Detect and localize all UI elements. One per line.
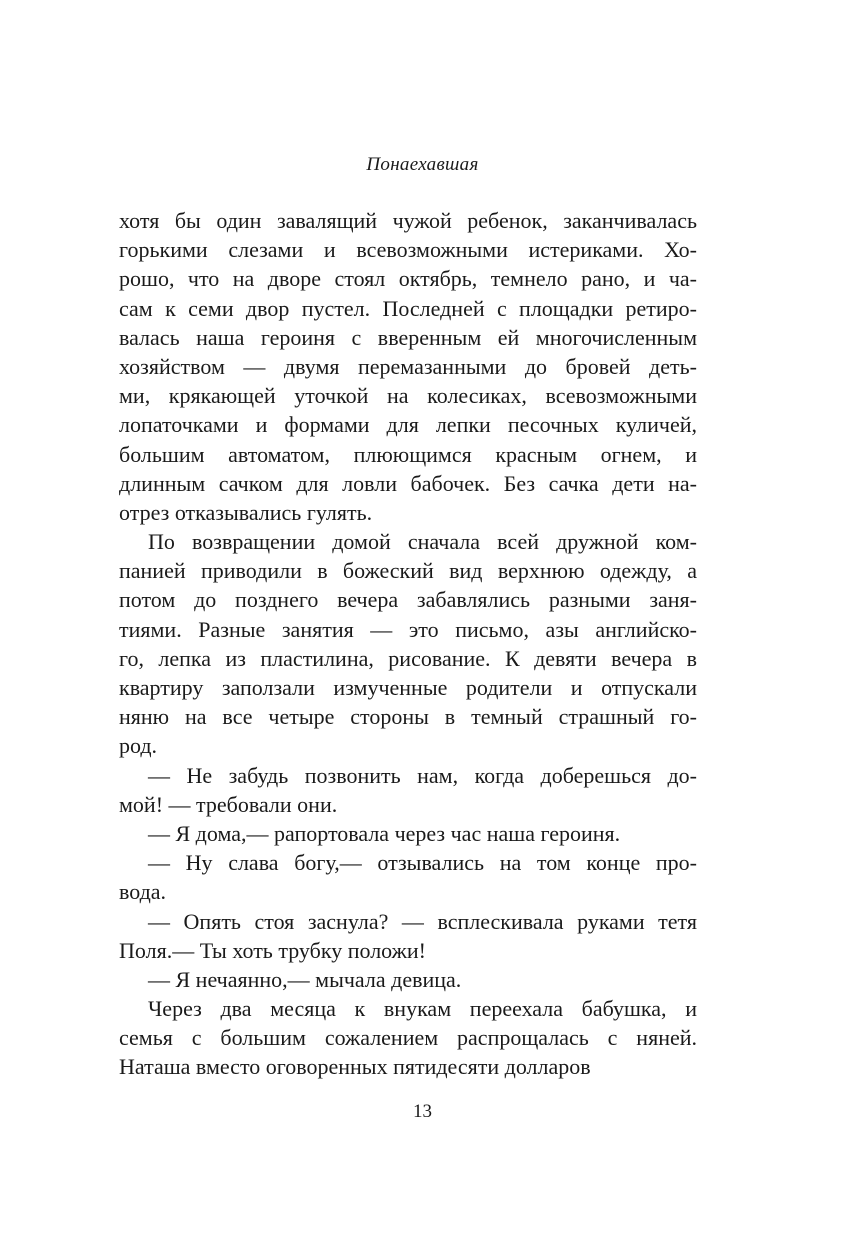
paragraph	[119, 819, 697, 848]
text-line: вода.	[119, 879, 167, 905]
text-line: Через два месяца к внукам переехала бабушка, и	[148, 996, 697, 1022]
paragraph	[119, 848, 697, 906]
paragraph	[119, 965, 697, 994]
paragraph	[119, 527, 697, 761]
text-line: — Ну слава богу,— отзывались на том конце про-	[148, 850, 697, 876]
paragraph	[119, 761, 697, 819]
text-line: По возвращении домой сначала всей дружной ком-	[148, 529, 697, 555]
text-line: семья с большим сожалением распрощалась с няней.	[119, 1025, 697, 1051]
paragraph	[119, 907, 697, 965]
text-line: панией приводили в божеский вид верхнюю одежду, а	[119, 558, 697, 584]
body-text	[119, 206, 697, 1082]
text-line: — Опять стоя заснула? — всплескивала руками тетя	[148, 908, 697, 934]
text-line: Наташа вместо оговоренных пятидесяти долларов	[119, 1054, 591, 1080]
text-line: квартиру заползали измученные родители и отпускали	[119, 675, 697, 700]
paragraph	[119, 206, 697, 527]
text-line: лопаточками и формами для лепки песочных куличей,	[119, 412, 697, 438]
page-number: 13	[413, 1101, 432, 1122]
text-line: няню на все четыре стороны в темный страшный го-	[119, 704, 697, 730]
text-line: хозяйством — двумя перемазанными до бровей деть-	[119, 353, 697, 379]
text-line: го, лепка из пластилина, рисование. К девяти вечера в	[119, 645, 697, 671]
text-line: валась наша героиня с вверенным ей многочисленным	[119, 324, 697, 350]
text-line: мой! — требовали они.	[119, 791, 338, 817]
text-line: — Я нечаянно,— мычала девица.	[148, 966, 462, 992]
text-line: сам к семи двор пустел. Последней с площадки ретиро-	[119, 295, 697, 321]
text-line: Поля.— Ты хоть трубку положи!	[119, 937, 426, 963]
text-line: род.	[119, 733, 158, 759]
text-line: хотя бы один завалящий чужой ребенок, заканчивалась	[119, 208, 697, 233]
text-line: — Я дома,— рапортовала через час наша героиня.	[148, 820, 621, 846]
text-line: большим автоматом, плюющимся красным огнем, и	[119, 441, 697, 467]
text-line: отрез отказывались гулять.	[119, 499, 373, 525]
text-line: — Не забудь позвонить нам, когда доберешься до-	[148, 762, 697, 788]
running-head: Понаехавшая	[366, 154, 479, 175]
text-line: потом до позднего вечера забавлялись разными заня-	[119, 587, 697, 613]
text-line: ми, крякающей уточкой на колесиках, всевозможными	[119, 383, 697, 409]
paragraph	[119, 994, 697, 1082]
text-line: тиями. Разные занятия — это письмо, азы английско-	[119, 616, 697, 642]
text-line: рошо, что на дворе стоял октябрь, темнело рано, и ча-	[119, 266, 697, 292]
text-line: длинным сачком для ловли бабочек. Без сачка дети на-	[119, 470, 697, 496]
text-line: горькими слезами и всевозможными истериками. Хо-	[119, 237, 697, 263]
